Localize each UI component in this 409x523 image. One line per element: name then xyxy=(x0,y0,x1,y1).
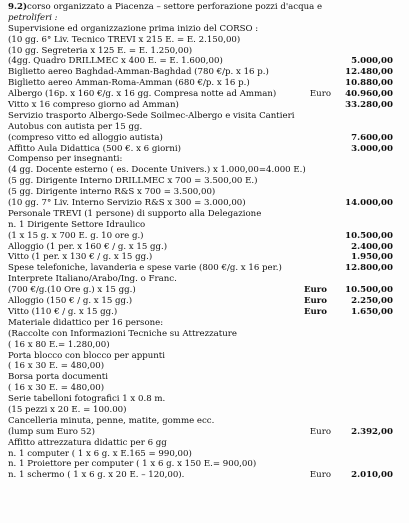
budget-line-text: Personale TREVI (1 persone) di supporto alla Delegazione xyxy=(8,208,262,219)
budget-line-text: Serie tabelloni fotografici 1 x 0.8 m. xyxy=(8,394,166,405)
budget-line xyxy=(0,78,409,89)
budget-line xyxy=(0,449,409,460)
budget-line-text: ( 16 x 80 E.= 1.280,00) xyxy=(8,339,110,350)
budget-line-text: (lump sum Euro 52) xyxy=(8,426,95,437)
budget-line-text: Spese telefoniche, lavanderia e spese varie (800 €/g. x 16 per.) xyxy=(8,263,282,274)
budget-line-text: Cancelleria minuta, penne, matite, gomme ecc. xyxy=(8,415,215,426)
budget-line xyxy=(0,165,409,176)
amount-value: 12.800,00 xyxy=(345,263,393,274)
budget-line xyxy=(0,231,409,242)
amount-value: 2.250,00 xyxy=(351,296,393,307)
budget-line-text: Alloggio (1 per. x 160 € / g. x 15 gg.) xyxy=(8,241,168,252)
amount-value: 2.010,00 xyxy=(351,470,393,481)
budget-line-text: (1 x 15 g. x 700 E. g. 10 ore g.) xyxy=(8,230,144,241)
budget-line-text: ( 16 x 30 E. = 480,00) xyxy=(8,383,105,394)
amount-value: 10.500,00 xyxy=(345,285,393,296)
budget-line xyxy=(0,318,409,329)
budget-line xyxy=(0,89,409,100)
amount-value: 3.000,00 xyxy=(351,143,393,154)
budget-line-text: Vitto (1 per. x 130 € / g. x 15 gg.) xyxy=(8,252,153,263)
budget-line-text: (compreso vitto ed alloggio autista) xyxy=(8,132,163,143)
budget-line-text: (10 gg. 6° Liv. Tecnico TREVI x 215 E. = E. 2.150,00) xyxy=(8,34,241,45)
budget-line xyxy=(0,67,409,78)
section-number: 9.2) xyxy=(8,2,28,12)
currency-label: Euro xyxy=(303,296,327,307)
budget-line xyxy=(0,56,409,67)
budget-line-text: (4 gg. Docente esterno ( es. Docente Univers.) x 1.000,00=4.000 E.) xyxy=(8,165,306,176)
budget-line xyxy=(0,307,409,318)
budget-line-text: n. 1 schermo ( 1 x 6 g. x 20 E. – 120,00). xyxy=(8,470,185,481)
amount-value: 14.000,00 xyxy=(345,198,393,209)
budget-line xyxy=(0,405,409,416)
budget-line xyxy=(0,13,409,24)
budget-line-text: (4gg. Quadro DRILLMEC x 400 E. = E. 1.600,00) xyxy=(8,56,223,67)
budget-line xyxy=(0,372,409,383)
budget-line xyxy=(0,459,409,470)
amount-value: 10.880,00 xyxy=(345,78,393,89)
currency-label: Euro xyxy=(309,89,331,100)
amount-value: 1.950,00 xyxy=(351,252,393,263)
amount-value: 12.480,00 xyxy=(345,67,393,78)
budget-line-text: petroliferi : xyxy=(8,12,58,23)
budget-line-text: Compenso per insegnanti: xyxy=(8,154,123,165)
budget-line xyxy=(0,329,409,340)
budget-line xyxy=(0,111,409,122)
budget-line-text: ( 16 x 30 E. = 480,00) xyxy=(8,361,105,372)
budget-line xyxy=(0,122,409,133)
budget-line-text: Materiale didattico per 16 persone: xyxy=(8,317,164,328)
budget-line xyxy=(0,176,409,187)
budget-line xyxy=(0,144,409,155)
budget-line xyxy=(0,470,409,481)
budget-line-text: n. 1 Dirigente Settore Idraulico xyxy=(8,219,146,230)
budget-line-text: Biglietto aereo Amman-Roma-Amman (680 €/p. x 16 p.) xyxy=(8,78,250,89)
budget-line xyxy=(0,383,409,394)
budget-line-text: Affitto attrezzatura didattic per 6 gg xyxy=(8,437,167,448)
amount-value: 2.392,00 xyxy=(351,426,393,437)
budget-line-text: (10 gg. Segreteria x 125 E. = E. 1.250,00) xyxy=(8,45,193,56)
budget-line-text: Supervisione ed organizzazione prima inizio del CORSO : xyxy=(8,23,259,34)
budget-line-text: Alloggio (150 € / g. x 15 gg.) xyxy=(8,296,133,307)
amount-value: 33.280,00 xyxy=(345,100,393,111)
budget-line xyxy=(0,35,409,46)
budget-line xyxy=(0,2,409,13)
budget-line xyxy=(0,242,409,253)
budget-line xyxy=(0,187,409,198)
budget-line-text: Porta blocco con blocco per appunti xyxy=(8,350,166,361)
budget-line-text: (5 gg. Dirigente Interno DRILLMEC x 700 = 3.500,00 E.) xyxy=(8,176,258,187)
currency-label: Euro xyxy=(309,426,331,437)
amount-value: 7.600,00 xyxy=(351,132,393,143)
budget-line xyxy=(0,340,409,351)
budget-line-text: (700 €/g.(10 Ore g.) x 15 gg.) xyxy=(8,285,136,296)
budget-line-text: Servizio trasporto Albergo-Sede Soilmec-Albergo e visita Cantieri xyxy=(8,110,295,121)
budget-line-text: (10 gg. 7° Liv. Interno Servizio R&S x 300 = 3.000,00) xyxy=(8,198,246,209)
budget-line-text: Autobus con autista per 15 gg. xyxy=(8,121,143,132)
amount-value: 2.400,00 xyxy=(351,241,393,252)
budget-line xyxy=(0,154,409,165)
currency-label: Euro xyxy=(309,470,331,481)
budget-line xyxy=(0,296,409,307)
budget-line xyxy=(0,416,409,427)
budget-line-text: Affitto Aula Didattica (500 €. x 6 giorni) xyxy=(8,143,182,154)
budget-line xyxy=(0,252,409,263)
budget-line-text: (Raccolte con Informazioni Tecniche su Attrezzature xyxy=(8,328,237,339)
budget-line-text: (5 gg. Dirigente interno R&S x 700 = 3.500,00) xyxy=(8,187,216,198)
budget-line-text: Albergo (16p. x 160 €/g. x 16 gg. Compresa notte ad Amman) xyxy=(8,89,277,100)
amount-value: 1.650,00 xyxy=(351,306,393,317)
budget-line xyxy=(0,274,409,285)
budget-line-text: Borsa porta documenti xyxy=(8,372,108,383)
budget-line xyxy=(0,46,409,57)
amount-value: 10.500,00 xyxy=(345,230,393,241)
budget-line-text: 9.2)corso organizzato a Piacenza – settore perforazione pozzi d'acqua e xyxy=(8,2,323,12)
budget-line xyxy=(0,100,409,111)
budget-line-text: (15 pezzi x 20 E. = 100.00) xyxy=(8,404,127,415)
budget-line-text: n. 1 computer ( 1 x 6 g. x E.165 = 990,00) xyxy=(8,448,192,459)
budget-line-text: Vitto (110 € / g. x 15 gg.) xyxy=(8,306,118,317)
budget-line-text: Interprete Italiano/Arabo/Ing. o Franc. xyxy=(8,274,177,285)
currency-label: Euro xyxy=(303,285,327,296)
budget-line xyxy=(0,361,409,372)
budget-line xyxy=(0,394,409,405)
amount-value: 40.960,00 xyxy=(345,89,393,100)
currency-label: Euro xyxy=(303,306,327,317)
budget-line xyxy=(0,427,409,438)
budget-line-text: Biglietto aereo Baghdad-Amman-Baghdad (780 €/p. x 16 p.) xyxy=(8,67,269,78)
budget-line xyxy=(0,438,409,449)
budget-line xyxy=(0,285,409,296)
budget-line xyxy=(0,24,409,35)
budget-line-text: Vitto x 16 compreso giorno ad Amman) xyxy=(8,100,179,111)
budget-line xyxy=(0,209,409,220)
budget-line xyxy=(0,351,409,362)
budget-line xyxy=(0,220,409,231)
budget-line xyxy=(0,198,409,209)
amount-value: 5.000,00 xyxy=(351,56,393,67)
budget-line-text: n. 1 Proiettore per computer ( 1 x 6 g. x 150 E.= 900,00) xyxy=(8,459,257,470)
budget-line xyxy=(0,133,409,144)
budget-line xyxy=(0,263,409,274)
